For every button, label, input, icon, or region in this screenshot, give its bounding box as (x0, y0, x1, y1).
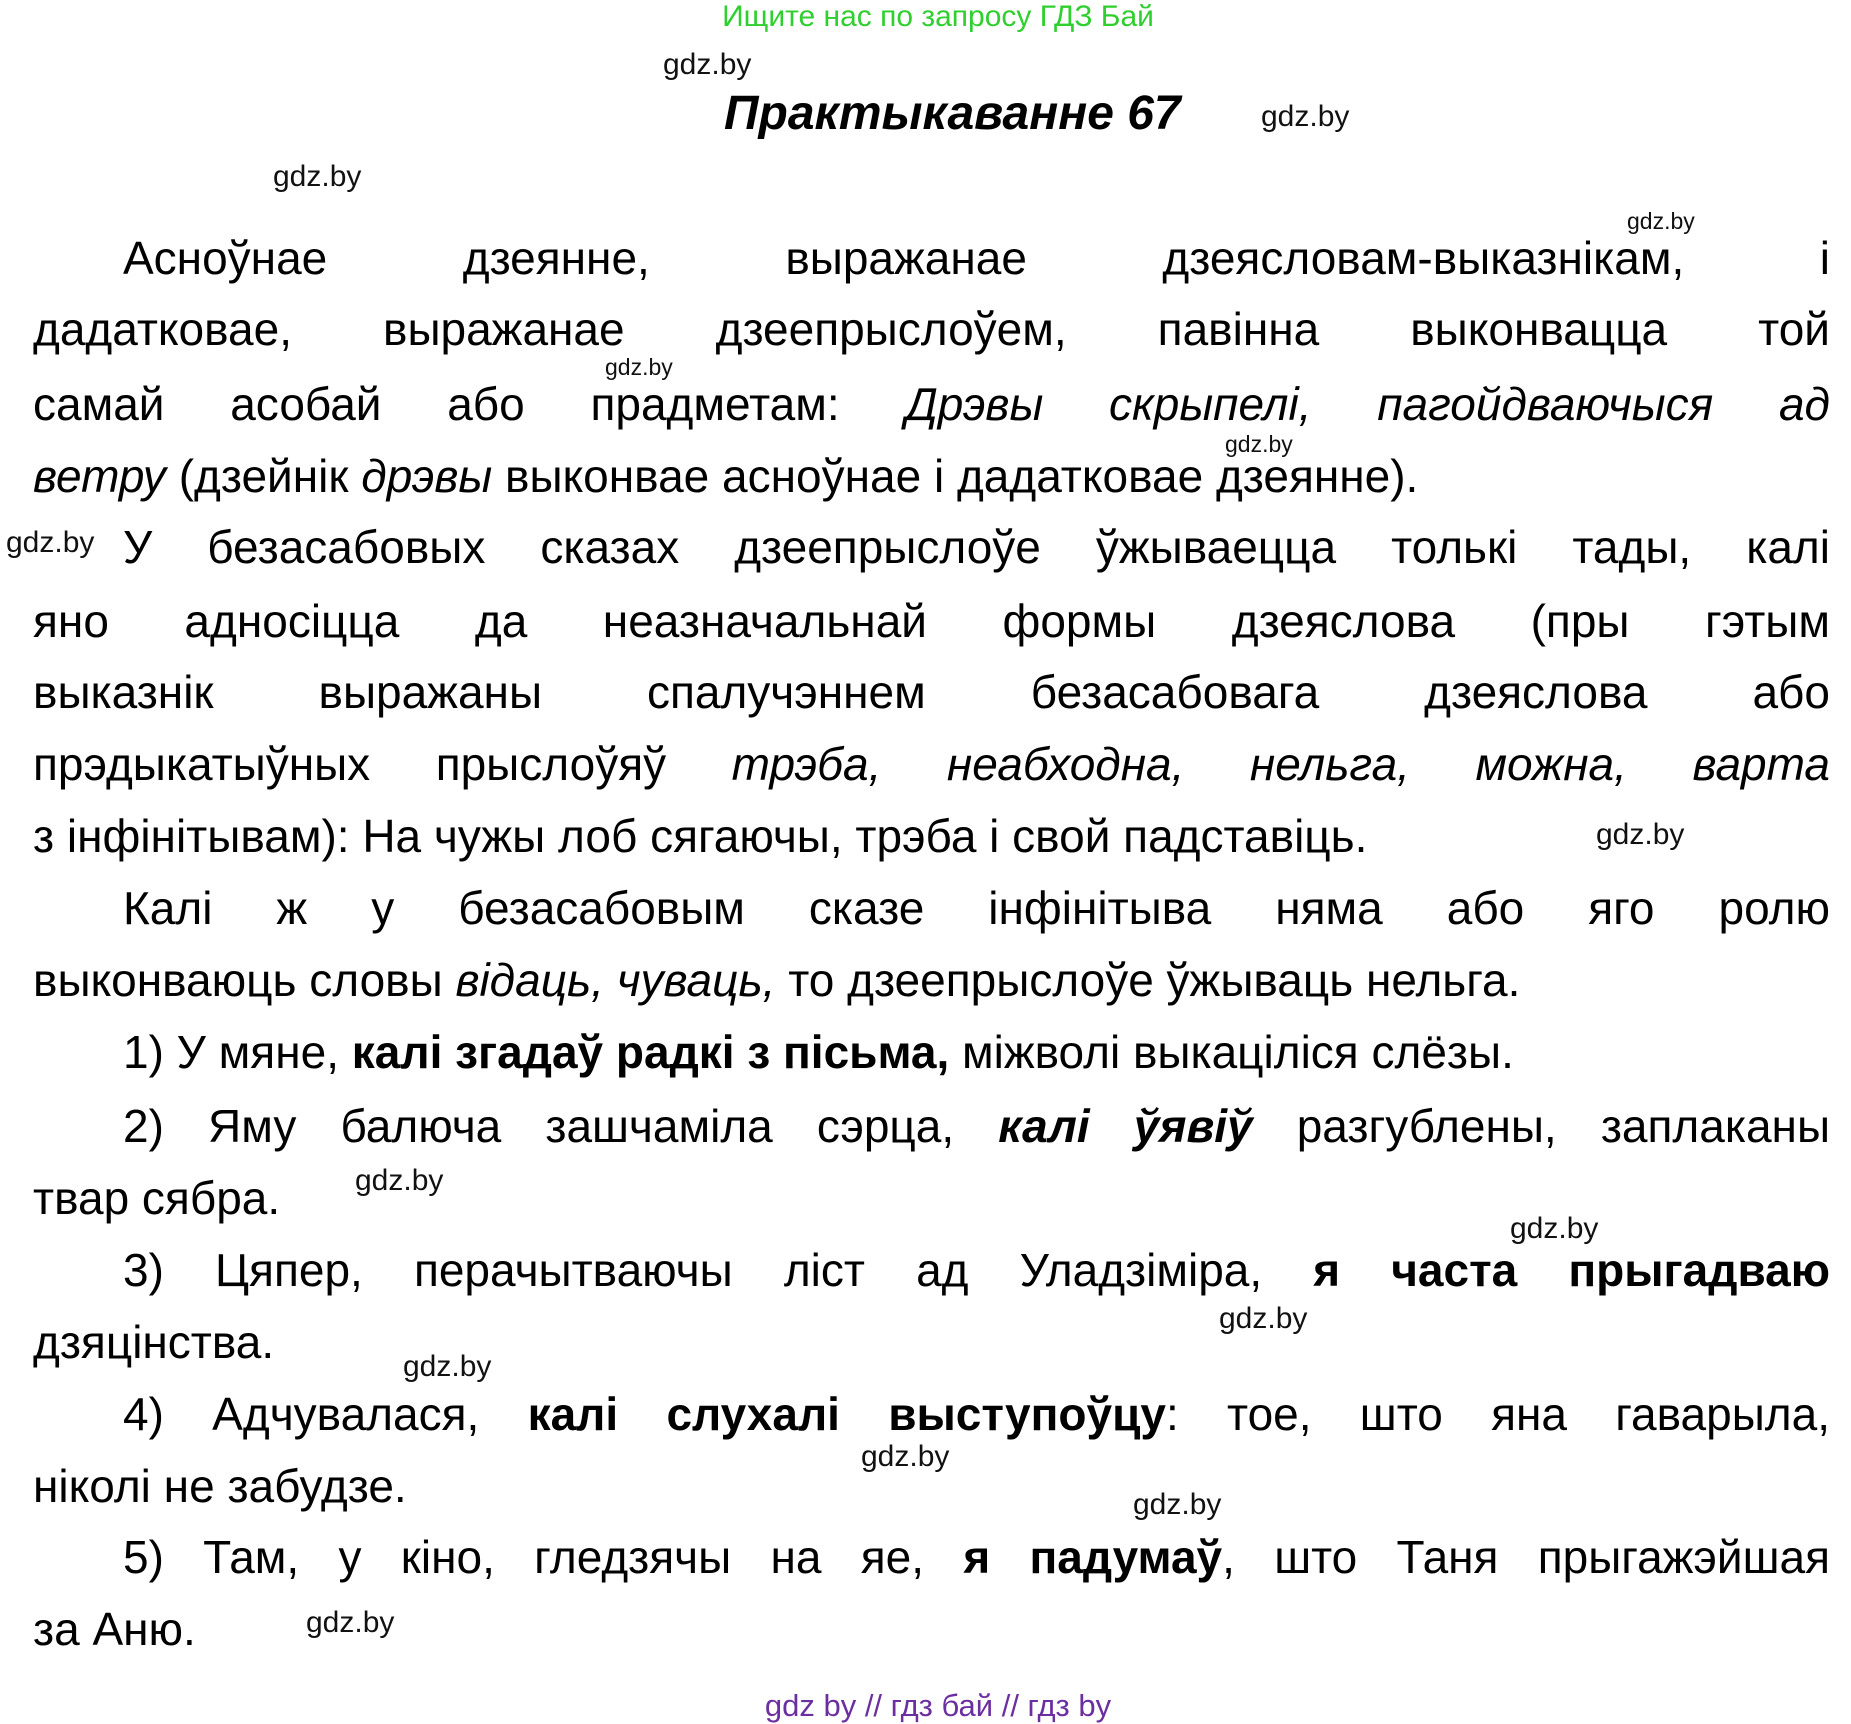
text-segment: 1) У мяне, (123, 1026, 352, 1078)
text-segment: міжволі выкаціліся слёзы. (949, 1026, 1514, 1078)
text-line (33, 728, 1830, 800)
text-segment: У безасабовых сказах дзеепрыслоўе ўжываецца толькі тады, калі (123, 521, 1830, 573)
text-line (33, 222, 1830, 294)
text-line (33, 293, 1830, 365)
text-segment: прэдыкатыўных прыслоўяў (33, 738, 732, 790)
text-segment: то дзеепрыслоўе ўжываць нельга. (775, 954, 1521, 1006)
bold-phrase: я падумаў (963, 1531, 1223, 1583)
search-hint-banner: Ищите нас по запросу ГДЗ Бай (722, 0, 1154, 33)
text-line (33, 585, 1830, 657)
text-segment: з інфінітывам): На чужы лоб сягаючы, трэба і свой падставіць. (33, 810, 1368, 862)
text-segment: выконваюць словы (33, 954, 456, 1006)
watermark: gdz.by (306, 1606, 395, 1639)
text-line (33, 1521, 1830, 1593)
bold-phrase: калі ўявіў (998, 1100, 1253, 1152)
text-segment: яно адносіцца да неазначальнай формы дзеяслова (пры гэтым (33, 595, 1830, 647)
text-segment: дадатковае, выражанае дзеепрыслоўем, павінна выконвацца той (33, 303, 1830, 355)
text-segment: за Аню. (33, 1603, 196, 1655)
text-line (33, 800, 1830, 872)
text-segment: 2) Яму балюча зашчаміла сэрца, (123, 1100, 999, 1152)
text-segment: : тое, што яна гаварыла, (1165, 1388, 1830, 1440)
text-segment: выказнік выражаны спалучэннем безасабовага дзеяслова або (33, 666, 1830, 718)
watermark: gdz.by (403, 1350, 492, 1383)
italic-example: Дрэвы скрыпелі, пагойдваючыся ад (905, 378, 1830, 430)
text-line (33, 1306, 1830, 1378)
italic-example: трэба, неабходна, нельга, можна, варта (731, 738, 1830, 790)
bold-phrase: калі згадаў радкі з пісьма, (351, 1026, 950, 1078)
text-line (33, 1090, 1830, 1162)
text-segment: ніколі не забудзе. (33, 1460, 407, 1512)
watermark: gdz.by (1133, 1488, 1222, 1521)
text-segment: 3) Цяпер, перачытваючы ліст ад Уладзіміра, (123, 1244, 1314, 1296)
watermark: gdz.by (861, 1440, 950, 1473)
text-segment: твар сябра. (33, 1172, 281, 1224)
text-segment: (дзейнік (165, 450, 362, 502)
watermark: gdz.by (1596, 818, 1685, 851)
watermark: gdz.by (1219, 1302, 1308, 1335)
watermark: gdz.by (663, 48, 752, 81)
text-segment: самай асобай або прадметам: (33, 378, 906, 430)
text-segment: Калі ж у безасабовым сказе інфінітыва няма або яго ролю (123, 882, 1830, 934)
watermark: gdz.by (1627, 208, 1695, 234)
watermark: gdz.by (1261, 100, 1350, 133)
text-line (33, 656, 1830, 728)
watermark: gdz.by (1510, 1212, 1599, 1245)
watermark: gdz.by (6, 526, 95, 559)
text-segment: Асноўнае дзеянне, выражанае дзеясловам-выказнікам, і (123, 232, 1830, 284)
text-line (33, 1378, 1830, 1450)
text-line (33, 1450, 1830, 1522)
watermark: gdz.by (605, 354, 673, 380)
text-line (33, 511, 1830, 583)
italic-example: ветру (33, 450, 166, 502)
bold-phrase: я часта прыгадваю (1313, 1244, 1830, 1296)
text-segment: 4) Адчувалася, (123, 1388, 528, 1440)
text-line (33, 1234, 1830, 1306)
text-line (33, 1162, 1830, 1234)
watermark: gdz.by (273, 160, 362, 193)
watermark: gdz.by (355, 1164, 444, 1197)
text-line (33, 440, 1830, 512)
text-segment: 5) Там, у кіно, гледзячы на яе, (123, 1531, 964, 1583)
text-segment: дзяцінства. (33, 1316, 275, 1368)
text-segment: , што Таня прыгажэйшая (1222, 1531, 1830, 1583)
text-segment: выконвае асноўнае і дадатковае дзеянне). (492, 450, 1419, 502)
bold-phrase: калі слухалі выступоўцу (527, 1388, 1166, 1440)
page-title: Практыкаванне 67 (724, 87, 1181, 140)
text-line (33, 368, 1830, 440)
text-line (33, 944, 1830, 1016)
text-line (33, 1016, 1830, 1088)
text-line (33, 872, 1830, 944)
footer-links: gdz by // гдз бай // гдз by (764, 1688, 1112, 1723)
italic-example: дрэвы (361, 450, 493, 502)
watermark: gdz.by (1225, 431, 1293, 457)
text-segment: разгублены, заплаканы (1252, 1100, 1830, 1152)
italic-example: відаць, чуваць, (455, 954, 776, 1006)
text-line (33, 1593, 1830, 1665)
